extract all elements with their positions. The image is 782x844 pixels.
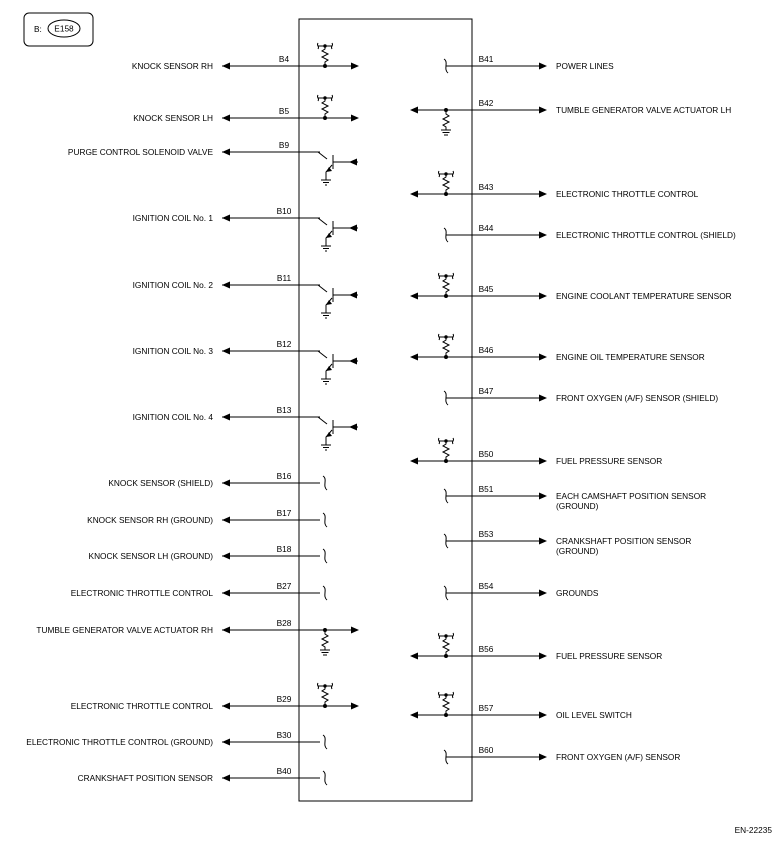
rail-break-left bbox=[317, 95, 318, 101]
pullup-resistor bbox=[443, 442, 449, 461]
pin-number: B11 bbox=[276, 273, 292, 283]
arrowhead-right bbox=[539, 293, 547, 300]
pullup-resistor bbox=[322, 99, 328, 118]
right-pin-b45 bbox=[410, 273, 732, 301]
arrowhead-right bbox=[539, 354, 547, 361]
pin-number: B9 bbox=[278, 140, 290, 150]
right-pin-b51 bbox=[444, 484, 706, 511]
left-pin-b40 bbox=[78, 766, 327, 785]
footer-code: EN-22235 bbox=[734, 825, 772, 835]
pin-label: EACH CAMSHAFT POSITION SENSOR bbox=[556, 491, 707, 501]
left-pin-b17 bbox=[87, 508, 327, 527]
emitter-arrow bbox=[326, 366, 332, 371]
pullup-resistor bbox=[443, 696, 449, 715]
arrowhead-left bbox=[222, 627, 230, 634]
right-pin-b60 bbox=[444, 745, 680, 764]
base-drive-arrow bbox=[349, 424, 357, 431]
ground-symbol bbox=[321, 180, 331, 185]
pullup-resistor bbox=[443, 175, 449, 194]
pin-number: B54 bbox=[478, 581, 494, 591]
rail-break-right bbox=[452, 438, 453, 444]
pin-number: B5 bbox=[278, 106, 290, 116]
arrowhead-left bbox=[222, 215, 230, 222]
pin-number: B29 bbox=[276, 694, 292, 704]
pin-label: KNOCK SENSOR LH bbox=[133, 113, 213, 123]
arrowhead-left bbox=[222, 739, 230, 746]
arrowhead-left bbox=[222, 282, 230, 289]
right-pin-b47 bbox=[444, 386, 718, 405]
arrowhead-right bbox=[539, 653, 547, 660]
pin-label: ELECTRONIC THROTTLE CONTROL (GROUND) bbox=[26, 737, 213, 747]
ground-symbol bbox=[320, 650, 330, 655]
left-pin-b27 bbox=[71, 581, 327, 600]
pin-label: FRONT OXYGEN (A/F) SENSOR bbox=[556, 752, 681, 762]
ground-symbol bbox=[321, 246, 331, 251]
pin-number: B18 bbox=[276, 544, 292, 554]
ground-symbol bbox=[321, 379, 331, 384]
pulldown-resistor bbox=[443, 110, 449, 130]
arrowhead-left bbox=[222, 348, 230, 355]
right-pin-b50 bbox=[410, 438, 662, 466]
rail-break-right bbox=[331, 683, 332, 689]
arrowhead-right bbox=[539, 107, 547, 114]
pin-number: B53 bbox=[478, 529, 494, 539]
pin-label: IGNITION COIL No. 2 bbox=[132, 280, 213, 290]
wire-break-symbol bbox=[323, 549, 327, 563]
badge-code: E158 bbox=[54, 23, 74, 34]
left-pin-b10 bbox=[133, 206, 358, 251]
arrowhead-right bbox=[539, 395, 547, 402]
pin-label: (GROUND) bbox=[556, 501, 599, 511]
emitter-arrow bbox=[326, 233, 332, 238]
pin-label: (GROUND) bbox=[556, 546, 599, 556]
pin-label: FRONT OXYGEN (A/F) SENSOR (SHIELD) bbox=[556, 393, 719, 403]
rail-break-right bbox=[452, 171, 453, 177]
pin-number: B45 bbox=[478, 284, 494, 294]
left-pin-b13 bbox=[133, 405, 358, 450]
pin-number: B47 bbox=[478, 386, 494, 396]
pin-label: ELECTRONIC THROTTLE CONTROL (SHIELD) bbox=[556, 230, 736, 240]
rail-break-left bbox=[317, 683, 318, 689]
rail-break-left bbox=[438, 692, 439, 698]
arrowhead-left bbox=[222, 115, 230, 122]
pullup-resistor bbox=[443, 277, 449, 296]
rail-break-right bbox=[331, 95, 332, 101]
pullup-resistor bbox=[322, 47, 328, 66]
rail-break-left bbox=[438, 633, 439, 639]
wire-break-symbol bbox=[323, 476, 327, 490]
arrowhead-right bbox=[539, 754, 547, 761]
base-drive-arrow bbox=[349, 159, 357, 166]
wire-break-symbol bbox=[323, 513, 327, 527]
transistor-collector bbox=[318, 351, 327, 358]
right-pin-b53 bbox=[444, 529, 691, 556]
right-pin-b41 bbox=[444, 54, 614, 73]
pin-number: B17 bbox=[276, 508, 292, 518]
pin-label: IGNITION COIL No. 1 bbox=[132, 213, 213, 223]
right-pin-b43 bbox=[410, 171, 699, 199]
arrowhead-right bbox=[539, 590, 547, 597]
pin-label: POWER LINES bbox=[556, 61, 614, 71]
arrowhead-left bbox=[222, 517, 230, 524]
arrowhead-left bbox=[222, 414, 230, 421]
pin-number: B13 bbox=[276, 405, 292, 415]
pin-label: ELECTRONIC THROTTLE CONTROL bbox=[556, 189, 699, 199]
pin-number: B42 bbox=[478, 98, 494, 108]
arrowhead-left bbox=[410, 293, 418, 300]
arrowhead-left bbox=[222, 480, 230, 487]
left-pin-b12 bbox=[133, 339, 358, 384]
connector-badge bbox=[24, 13, 93, 46]
arrowhead-left bbox=[410, 458, 418, 465]
right-pin-b44 bbox=[444, 223, 736, 242]
rail-break-left bbox=[438, 273, 439, 279]
ground-symbol bbox=[321, 313, 331, 318]
left-pin-b9 bbox=[68, 140, 358, 185]
left-pin-b11 bbox=[133, 273, 358, 318]
pin-number: B16 bbox=[276, 471, 292, 481]
arrowhead-left bbox=[222, 63, 230, 70]
pin-number: B41 bbox=[478, 54, 494, 64]
arrowhead-right bbox=[539, 191, 547, 198]
pin-number: B30 bbox=[276, 730, 292, 740]
arrowhead-left bbox=[222, 703, 230, 710]
right-pin-group bbox=[410, 54, 736, 764]
pullup-resistor bbox=[443, 637, 449, 656]
pullup-resistor bbox=[322, 687, 328, 706]
rail-break-left bbox=[317, 43, 318, 49]
rail-break-right bbox=[452, 633, 453, 639]
pin-label: FUEL PRESSURE SENSOR bbox=[556, 651, 663, 661]
transistor-collector bbox=[318, 218, 327, 225]
transistor-collector bbox=[318, 285, 327, 292]
right-pin-b54 bbox=[444, 581, 599, 600]
right-pin-b42 bbox=[410, 98, 731, 135]
pin-label: KNOCK SENSOR LH (GROUND) bbox=[88, 551, 213, 561]
pin-label: CRANKSHAFT POSITION SENSOR bbox=[556, 536, 692, 546]
left-pin-b4 bbox=[132, 43, 359, 71]
pin-number: B28 bbox=[276, 618, 292, 628]
base-drive-arrow bbox=[349, 292, 357, 299]
pin-label: OIL LEVEL SWITCH bbox=[556, 710, 632, 720]
transistor-collector bbox=[318, 417, 327, 424]
pin-label: KNOCK SENSOR RH bbox=[131, 61, 213, 71]
left-pin-b5 bbox=[133, 95, 359, 123]
arrowhead-right bbox=[351, 627, 359, 634]
left-pin-group bbox=[26, 43, 359, 785]
wire-break-symbol bbox=[323, 771, 327, 785]
rail-break-right bbox=[452, 692, 453, 698]
emitter-arrow bbox=[326, 432, 332, 437]
pin-number: B43 bbox=[478, 182, 494, 192]
arrowhead-left bbox=[410, 191, 418, 198]
ground-symbol bbox=[441, 130, 451, 135]
pin-number: B50 bbox=[478, 449, 494, 459]
pin-label: ELECTRONIC THROTTLE CONTROL bbox=[70, 588, 213, 598]
pin-number: B56 bbox=[478, 644, 494, 654]
rail-break-left bbox=[438, 171, 439, 177]
arrowhead-right bbox=[539, 458, 547, 465]
wire-break-symbol bbox=[323, 586, 327, 600]
arrowhead-right bbox=[539, 232, 547, 239]
left-pin-b18 bbox=[89, 544, 327, 563]
left-pin-b29 bbox=[71, 683, 359, 711]
rail-break-right bbox=[452, 273, 453, 279]
base-drive-arrow bbox=[349, 358, 357, 365]
pin-number: B44 bbox=[478, 223, 494, 233]
pin-number: B4 bbox=[278, 54, 290, 64]
pin-label: IGNITION COIL No. 3 bbox=[132, 346, 213, 356]
ground-symbol bbox=[321, 445, 331, 450]
arrowhead-left bbox=[222, 590, 230, 597]
right-pin-b57 bbox=[410, 692, 632, 720]
arrowhead-left bbox=[410, 354, 418, 361]
pin-label: KNOCK SENSOR (SHIELD) bbox=[108, 478, 213, 488]
pin-number: B12 bbox=[276, 339, 292, 349]
pin-number: B10 bbox=[276, 206, 292, 216]
pin-label: CRANKSHAFT POSITION SENSOR bbox=[77, 773, 213, 783]
arrowhead-left bbox=[410, 107, 418, 114]
arrowhead-left bbox=[222, 149, 230, 156]
badge-prefix: B: bbox=[34, 24, 42, 34]
pin-number: B40 bbox=[276, 766, 292, 776]
arrowhead-right bbox=[351, 63, 359, 70]
transistor-collector bbox=[318, 152, 327, 159]
pin-label: TUMBLE GENERATOR VALVE ACTUATOR RH bbox=[36, 625, 213, 635]
arrowhead-right bbox=[539, 493, 547, 500]
left-pin-b30 bbox=[26, 730, 327, 749]
pullup-resistor bbox=[443, 338, 449, 357]
rail-break-left bbox=[438, 334, 439, 340]
pin-label: FUEL PRESSURE SENSOR bbox=[556, 456, 663, 466]
ecm-unit-box bbox=[299, 19, 472, 801]
arrowhead-left bbox=[222, 775, 230, 782]
arrowhead-left bbox=[410, 653, 418, 660]
pin-label: ELECTRONIC THROTTLE CONTROL bbox=[70, 701, 213, 711]
rail-break-right bbox=[452, 334, 453, 340]
arrowhead-right bbox=[539, 538, 547, 545]
arrowhead-right bbox=[351, 703, 359, 710]
left-pin-b16 bbox=[108, 471, 327, 490]
pin-number: B51 bbox=[478, 484, 494, 494]
pin-label: ENGINE COOLANT TEMPERATURE SENSOR bbox=[556, 291, 732, 301]
rail-break-left bbox=[438, 438, 439, 444]
pin-number: B27 bbox=[276, 581, 292, 591]
pin-label: ENGINE OIL TEMPERATURE SENSOR bbox=[556, 352, 705, 362]
left-pin-b28 bbox=[36, 618, 359, 655]
arrowhead-left bbox=[222, 553, 230, 560]
right-pin-b46 bbox=[410, 334, 705, 362]
arrowhead-right bbox=[539, 63, 547, 70]
pulldown-resistor bbox=[322, 630, 328, 650]
pin-label: IGNITION COIL No. 4 bbox=[132, 412, 213, 422]
wire-break-symbol bbox=[323, 735, 327, 749]
base-drive-arrow bbox=[349, 225, 357, 232]
arrowhead-right bbox=[539, 712, 547, 719]
pin-label: GROUNDS bbox=[556, 588, 599, 598]
pin-label: KNOCK SENSOR RH (GROUND) bbox=[87, 515, 213, 525]
pin-label: TUMBLE GENERATOR VALVE ACTUATOR LH bbox=[556, 105, 732, 115]
pin-label: PURGE CONTROL SOLENOID VALVE bbox=[67, 147, 213, 157]
pin-number: B57 bbox=[478, 703, 494, 713]
pin-number: B60 bbox=[478, 745, 494, 755]
arrowhead-right bbox=[351, 115, 359, 122]
right-pin-b56 bbox=[410, 633, 662, 661]
rail-break-right bbox=[331, 43, 332, 49]
emitter-arrow bbox=[326, 300, 332, 305]
arrowhead-left bbox=[410, 712, 418, 719]
pin-number: B46 bbox=[478, 345, 494, 355]
emitter-arrow bbox=[326, 167, 332, 172]
